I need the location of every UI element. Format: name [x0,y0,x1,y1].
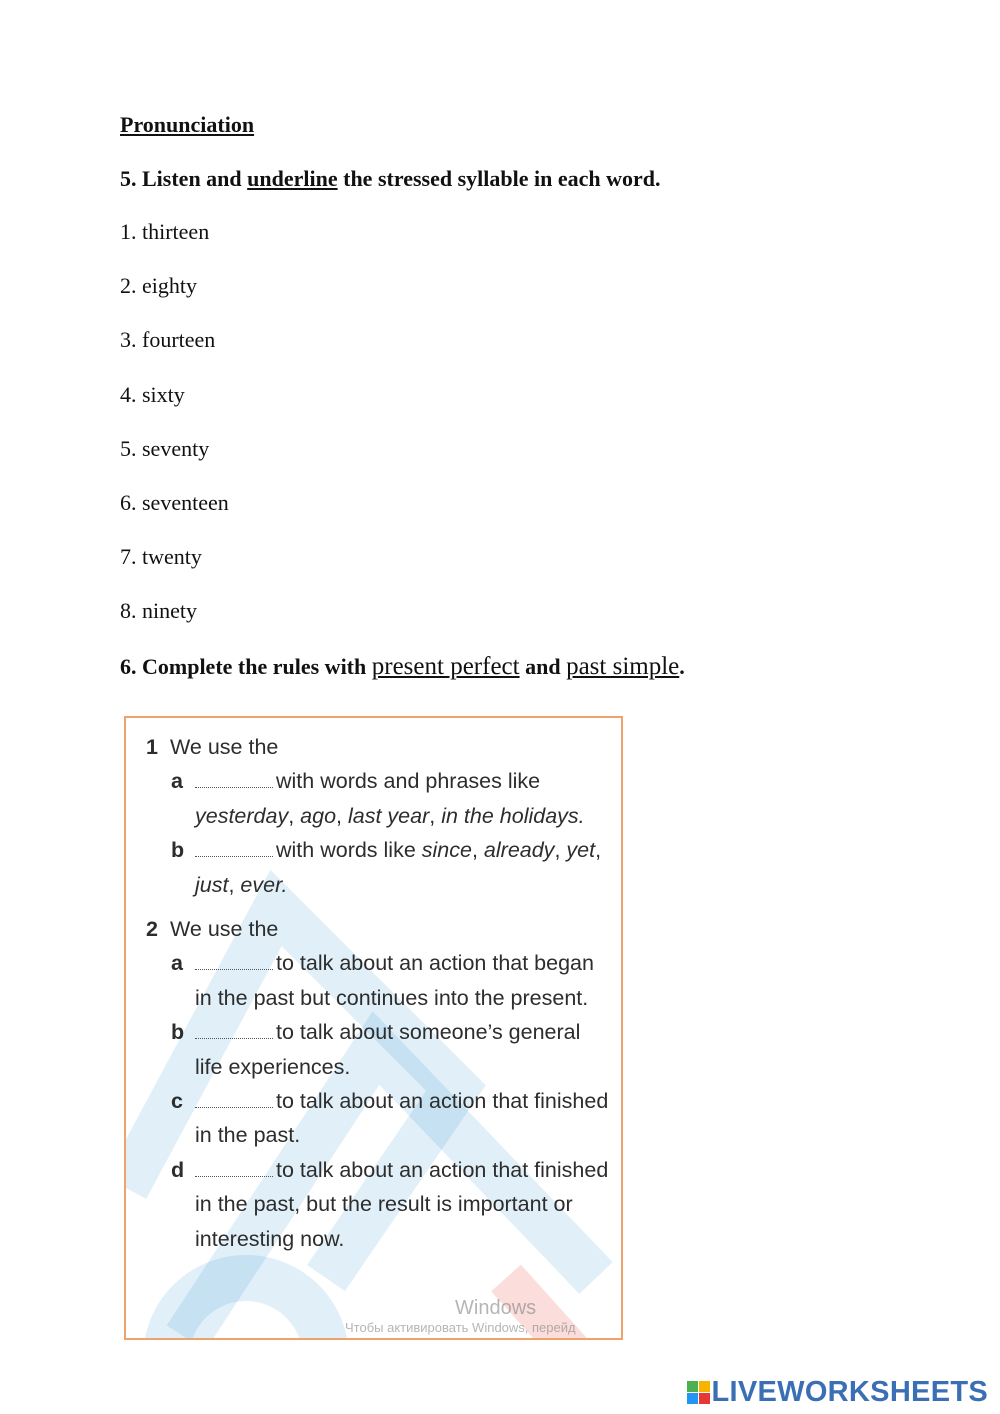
activation-line-2: Чтобы активировать Windows, перейд [345,1320,576,1335]
instruction-text: 5. Listen and [120,166,248,191]
rule-1-heading [146,730,613,764]
grammar-rules-box [124,716,623,1340]
separator: , [336,803,348,828]
answer-blank[interactable] [195,769,273,788]
rule-lead: We use the [170,735,279,759]
rule-2c [146,1084,613,1153]
instruction-underlined-word: underline [247,166,338,191]
rule-text: to talk about an action that finished in the past, but the result is important or interesting now. [195,1157,609,1251]
activation-line-1: Windows [455,1297,537,1319]
liveworksheets-logo-icon [687,1381,710,1404]
answer-blank[interactable] [195,1020,273,1039]
word-list [120,218,229,652]
word-item[interactable]: 8. ninety [120,598,197,624]
rule-2-heading [146,912,613,946]
instruction-text: 6. Complete the rules with [120,654,372,679]
example-word: yesterday [195,803,289,828]
rule-2a [146,946,613,1015]
rule-number: 2 [146,917,158,942]
rule-letter: a [171,951,183,976]
rule-2d [146,1153,613,1256]
term-past-simple: past simple [566,653,680,680]
exercise-5-instruction [120,166,661,192]
example-word: since [421,838,472,863]
rule-1a [146,764,613,833]
rule-lead: We use the [170,917,279,942]
example-word: already [483,838,555,863]
punctuation: . [281,872,288,897]
example-word: in the holidays [441,803,579,828]
separator: , [471,838,484,863]
separator: , [228,872,241,897]
rules-content [146,730,613,1256]
word-item[interactable]: 4. sixty [120,381,185,407]
separator: , [288,803,301,828]
word-item[interactable]: 3. fourteen [120,327,216,353]
rule-letter: b [171,838,185,863]
separator: , [595,838,602,863]
instruction-text: the stressed syllable in each word. [337,166,661,191]
rule-text: to talk about an action that finished in the past. [195,1089,609,1148]
rule-text: to talk about someone’s general life experiences. [195,1020,581,1079]
instruction-text: and [519,654,567,679]
instruction-text: . [679,654,685,679]
windows-activation-notice [345,1296,576,1336]
example-word: yet [566,838,596,863]
rule-text: to talk about an action that began in the past but continues into the present. [195,951,594,1010]
word-item[interactable]: 1. thirteen [120,219,210,244]
separator: , [429,803,442,828]
example-word: ever [240,872,282,897]
liveworksheets-brand[interactable] [687,1376,989,1409]
example-word: just [195,872,229,897]
rule-1b [146,833,613,902]
rule-letter: b [171,1020,185,1045]
rule-letter: a [171,769,183,794]
word-item[interactable]: 7. twenty [120,544,202,570]
rule-text: with words and phrases like [276,769,541,794]
answer-blank[interactable] [195,1089,273,1108]
rule-text: with words like [276,838,422,863]
term-present-perfect: present perfect [371,653,520,680]
exercise-6-instruction [120,653,685,681]
brand-name: LIVEWORKSHEETS [711,1376,988,1408]
example-word: last year [348,803,430,828]
word-item[interactable]: 2. eighty [120,273,197,299]
answer-blank[interactable] [195,1158,273,1177]
separator: , [554,838,567,863]
word-item[interactable]: 6. seventeen [120,489,229,515]
punctuation: . [578,803,585,828]
rule-2b [146,1015,613,1084]
section-title: Pronunciation [120,112,255,137]
rule-number: 1 [146,735,158,759]
answer-blank[interactable] [195,951,273,970]
answer-blank[interactable] [195,838,273,857]
rule-letter: c [171,1089,183,1114]
rule-letter: d [171,1157,185,1182]
example-word: ago [300,803,337,828]
word-item[interactable]: 5. seventy [120,435,210,461]
